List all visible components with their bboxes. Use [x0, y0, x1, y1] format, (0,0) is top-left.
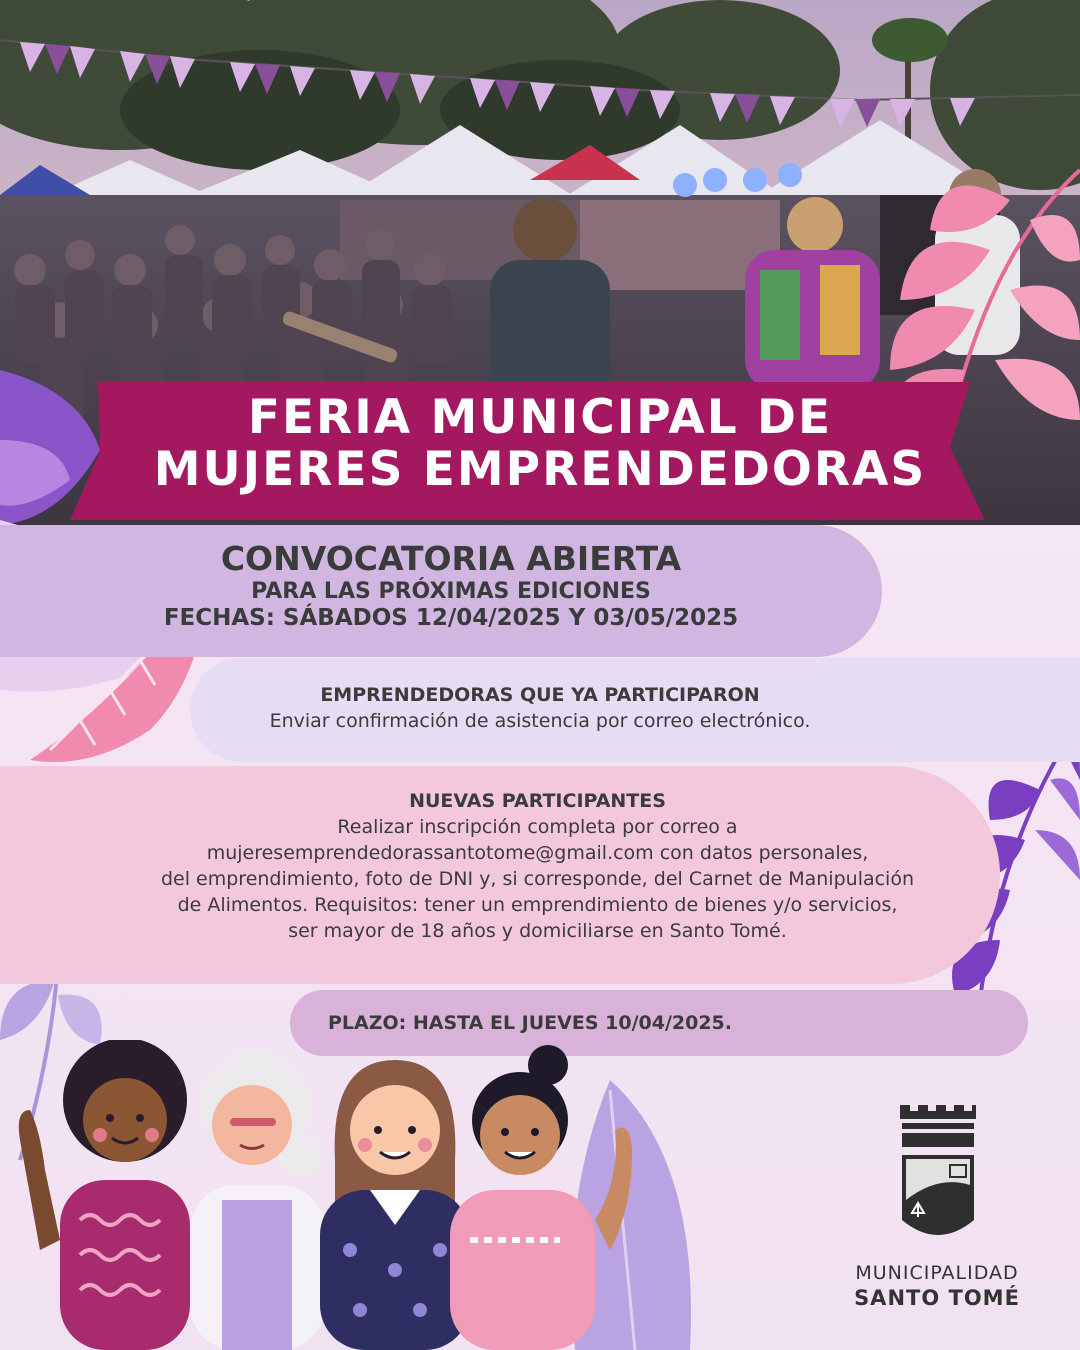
women-illustration — [0, 1040, 660, 1350]
convocatoria-panel — [0, 525, 882, 657]
participated-heading: EMPRENDEDORAS QUE YA PARTICIPARON — [320, 684, 760, 706]
new-participants-line-1: Realizar inscripción completa por correo a — [337, 816, 738, 838]
convocatoria-subheading: PARA LAS PRÓXIMAS EDICIONES — [251, 579, 651, 604]
new-participants-panel — [0, 766, 1000, 984]
new-participants-line-5: ser mayor de 18 años y domiciliarse en Santo Tomé. — [288, 920, 787, 942]
main-title — [100, 392, 980, 496]
logo-municipalidad: MUNICIPALIDAD — [855, 1262, 1019, 1284]
logo-santo-tome: SANTO TOMÉ — [854, 1286, 1020, 1310]
convocatoria-heading: CONVOCATORIA ABIERTA — [220, 539, 682, 578]
participated-panel — [190, 658, 1080, 762]
new-participants-line-4: de Alimentos. Requisitos: tener un emprendimiento de bienes y/o servicios, — [177, 894, 898, 916]
new-participants-line-2: mujeresemprendedorassantotome@gmail.com con datos personales, — [206, 842, 869, 864]
woman-4 — [450, 1045, 632, 1350]
woman-2 — [190, 1050, 325, 1350]
deadline-text: PLAZO: HASTA EL JUEVES 10/04/2025. — [328, 1012, 732, 1034]
title-line-1: FERIA MUNICIPAL DE — [247, 390, 833, 445]
participated-text: Enviar confirmación de asistencia por correo electrónico. — [269, 710, 811, 732]
santo-tome-crest-icon — [898, 1105, 978, 1250]
new-participants-heading: NUEVAS PARTICIPANTES — [409, 790, 666, 812]
title-line-2: MUJERES EMPRENDEDORAS — [153, 442, 927, 497]
new-participants-line-3: del emprendimiento, foto de DNI y, si corresponde, del Carnet de Manipulación — [160, 868, 915, 890]
woman-1 — [19, 1040, 190, 1350]
convocatoria-dates: FECHAS: SÁBADOS 12/04/2025 Y 03/05/2025 — [163, 605, 739, 631]
woman-3 — [320, 1060, 470, 1350]
